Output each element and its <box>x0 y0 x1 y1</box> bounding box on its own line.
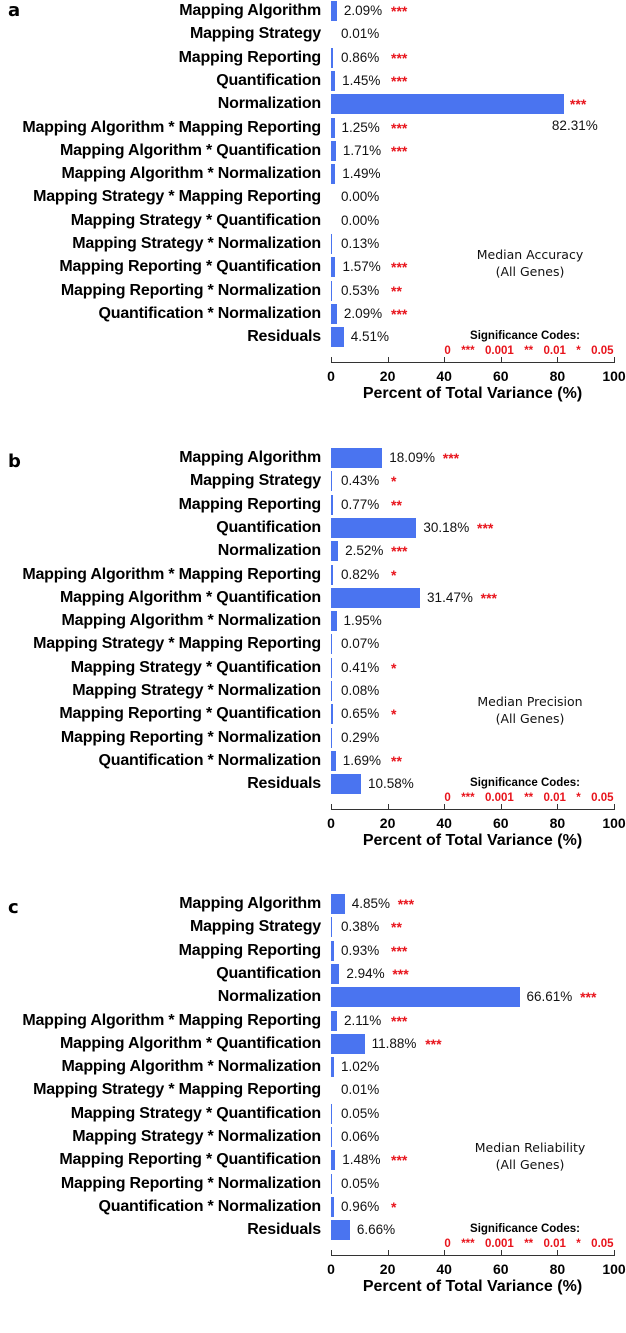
value-label: 0.43% <box>341 473 380 489</box>
bar-row <box>0 610 626 632</box>
value-label: 1.25% <box>341 119 380 135</box>
category-label: Mapping Algorithm <box>179 895 321 912</box>
significance-stars: *** <box>391 49 408 66</box>
category-label: Mapping Strategy * Mapping Reporting <box>33 1081 321 1099</box>
bar-row <box>0 1033 626 1055</box>
bar <box>331 94 564 114</box>
category-label: Mapping Strategy * Normalization <box>72 1128 321 1145</box>
category-label: Quantification * Normalization <box>98 1197 321 1215</box>
bar-row <box>0 657 626 679</box>
x-axis-tick-label: 40 <box>436 815 452 831</box>
significance-stars: ** <box>391 496 402 513</box>
bar-row <box>0 564 626 586</box>
value-label: 0.86% <box>341 49 380 65</box>
bar <box>331 304 337 324</box>
bar <box>331 257 335 277</box>
x-axis-tick-label: 80 <box>549 368 566 384</box>
bar-row <box>0 23 626 45</box>
significance-stars: * <box>391 473 397 490</box>
bar <box>331 1150 335 1170</box>
bar-row <box>0 470 626 492</box>
x-axis-title: Percent of Total Variance (%) <box>362 832 583 849</box>
x-axis-tick <box>501 357 502 363</box>
x-axis-tick <box>444 357 445 363</box>
significance-stars: *** <box>391 1152 408 1169</box>
bar <box>331 565 333 585</box>
chart-title <box>450 1139 610 1173</box>
x-axis-tick <box>557 357 558 363</box>
significance-stars: *** <box>391 72 408 89</box>
bar <box>331 1057 334 1077</box>
bar-row <box>0 517 626 539</box>
chart-title-line1: Median Accuracy <box>476 247 584 262</box>
x-axis-tick-label: 100 <box>602 815 626 831</box>
bar-row <box>0 447 626 469</box>
x-axis-tick-label: 100 <box>602 368 626 384</box>
bar-row <box>0 916 626 938</box>
category-label: Normalization <box>217 542 321 560</box>
bar-row <box>0 70 626 92</box>
category-label: Mapping Reporting <box>178 495 321 513</box>
significance-stars: * <box>391 659 397 676</box>
bar-row <box>0 117 626 139</box>
x-axis-title: Percent of Total Variance (%) <box>362 385 583 402</box>
bar <box>331 964 339 984</box>
value-label: 0.00% <box>341 189 380 205</box>
category-label: Mapping Strategy <box>189 918 321 936</box>
x-axis-tick <box>331 1250 332 1256</box>
bar <box>331 495 333 515</box>
significance-legend-title: Significance Codes: <box>470 330 580 342</box>
value-label: 0.05% <box>341 1175 380 1191</box>
bar <box>331 611 337 631</box>
category-label: Mapping Strategy * Mapping Reporting <box>33 635 321 653</box>
category-label: Mapping Algorithm * Normalization <box>61 1058 321 1076</box>
value-label: 4.85% <box>351 896 390 911</box>
significance-stars: *** <box>391 942 408 959</box>
x-axis-tick-label: 20 <box>379 815 396 831</box>
significance-stars: *** <box>391 3 408 19</box>
significance-stars: *** <box>580 989 597 1006</box>
significance-stars: *** <box>391 142 408 159</box>
significance-stars: *** <box>442 450 460 466</box>
significance-stars: *** <box>391 305 408 322</box>
bar-row <box>0 587 626 609</box>
value-label: 1.71% <box>342 142 382 158</box>
x-axis-line <box>331 1255 614 1256</box>
significance-stars: ** <box>391 282 402 299</box>
significance-stars: ** <box>391 919 402 936</box>
value-label: 1.45% <box>342 72 381 88</box>
value-label: 2.11% <box>343 1012 382 1028</box>
bar <box>331 634 332 654</box>
significance-stars: ** <box>391 752 402 769</box>
bar <box>331 728 332 748</box>
category-label: Mapping Reporting * Quantification <box>59 705 321 723</box>
value-label: 82.31% <box>551 118 598 134</box>
value-label: 30.18% <box>423 519 470 535</box>
significance-stars: *** <box>397 896 415 912</box>
bar-row <box>0 940 626 962</box>
x-axis-tick-label: 0 <box>327 815 335 831</box>
significance-stars: *** <box>425 1035 442 1052</box>
bar-row <box>0 727 626 749</box>
bar-row <box>0 750 626 772</box>
significance-stars: *** <box>391 1012 408 1029</box>
x-axis-tick-label: 40 <box>436 368 452 384</box>
bar <box>331 1104 332 1124</box>
value-label: 0.82% <box>341 566 380 582</box>
significance-stars: *** <box>480 589 498 606</box>
x-axis-tick <box>444 804 445 810</box>
value-label: 1.69% <box>342 752 382 768</box>
category-label: Mapping Algorithm * Mapping Reporting <box>22 1011 321 1029</box>
category-label: Mapping Reporting <box>178 48 321 66</box>
bar-row <box>0 1196 626 1218</box>
bar <box>331 327 344 347</box>
x-axis-tick-label: 20 <box>379 1261 396 1277</box>
value-label: 1.49% <box>342 166 381 182</box>
value-label: 0.29% <box>341 729 380 745</box>
value-label: 0.01% <box>341 1082 380 1098</box>
bar <box>331 1 337 21</box>
significance-legend-title: Significance Codes: <box>470 1223 580 1235</box>
bar <box>331 941 334 961</box>
value-label: 1.02% <box>341 1059 380 1075</box>
category-label: Mapping Reporting * Normalization <box>60 281 321 299</box>
x-axis-tick-label: 80 <box>549 1261 566 1277</box>
bar <box>331 1011 337 1031</box>
category-label: Mapping Strategy * Quantification <box>70 211 321 229</box>
category-label: Mapping Algorithm * Quantification <box>59 588 321 606</box>
value-label: 66.61% <box>526 989 573 1005</box>
chart-title <box>450 693 610 727</box>
value-label: 18.09% <box>389 450 435 465</box>
significance-stars: * <box>391 566 397 583</box>
category-label: Mapping Reporting * Normalization <box>60 728 321 746</box>
chart-title-line2: (All Genes) <box>495 711 565 726</box>
category-label: Mapping Algorithm <box>179 2 321 19</box>
bar <box>331 234 332 254</box>
significance-legend-title: Significance Codes: <box>470 777 580 789</box>
x-axis-tick-label: 60 <box>493 368 509 384</box>
category-label: Mapping Reporting * Normalization <box>60 1174 321 1192</box>
bar <box>331 141 336 161</box>
bar-row <box>0 280 626 302</box>
bar <box>331 118 335 138</box>
x-axis-line <box>331 362 614 363</box>
significance-stars: * <box>391 706 397 723</box>
bar-row <box>0 986 626 1008</box>
value-label: 0.96% <box>341 1198 380 1214</box>
chart-title-line2: (All Genes) <box>495 264 565 279</box>
panel-letter: c <box>8 897 19 918</box>
category-label: Mapping Reporting * Quantification <box>59 1151 321 1169</box>
category-label: Mapping Algorithm * Mapping Reporting <box>22 118 321 136</box>
bar <box>331 658 332 678</box>
significance-stars: *** <box>569 96 587 113</box>
category-label: Quantification <box>216 518 321 536</box>
x-axis-tick <box>614 804 615 810</box>
bar <box>331 1174 332 1194</box>
significance-stars: * <box>391 1198 397 1215</box>
x-axis-tick-label: 0 <box>327 368 335 384</box>
chart-title-line1: Median Reliability <box>474 1140 586 1155</box>
bar-row <box>0 303 626 325</box>
bar <box>331 917 332 937</box>
x-axis-tick <box>501 1250 502 1256</box>
bar <box>331 281 332 301</box>
value-label: 1.95% <box>343 613 382 629</box>
x-axis-tick-label: 20 <box>379 368 396 384</box>
value-label: 2.09% <box>343 305 383 321</box>
value-label: 4.51% <box>350 329 390 345</box>
bar <box>331 751 336 771</box>
category-label: Mapping Reporting * Quantification <box>59 258 321 276</box>
category-label: Mapping Strategy * Normalization <box>72 235 321 252</box>
bar-row <box>0 1103 626 1125</box>
value-label: 2.09% <box>343 3 383 18</box>
significance-legend-codes: 0 *** 0.001 ** 0.01 * 0.05 <box>444 1238 614 1250</box>
value-label: 0.00% <box>341 212 380 228</box>
significance-legend-codes: 0 *** 0.001 ** 0.01 * 0.05 <box>444 345 614 357</box>
x-axis-tick-label: 60 <box>493 1261 509 1277</box>
bar-row <box>0 163 626 185</box>
category-label: Quantification <box>216 964 321 982</box>
bar <box>331 1197 334 1217</box>
bar <box>331 1220 350 1240</box>
bar-row <box>0 1056 626 1078</box>
value-label: 0.07% <box>341 636 380 652</box>
chart-panel-c <box>0 893 626 1333</box>
x-axis-tick-label: 60 <box>493 815 509 831</box>
bar <box>331 894 345 914</box>
bar-row <box>0 47 626 69</box>
category-label: Mapping Strategy * Mapping Reporting <box>33 188 321 206</box>
x-axis-tick <box>388 357 389 363</box>
x-axis-tick <box>557 804 558 810</box>
bar-row <box>0 186 626 208</box>
bar-row <box>0 1173 626 1195</box>
category-label: Residuals <box>247 1221 321 1239</box>
value-label: 10.58% <box>367 776 414 792</box>
significance-stars: *** <box>392 965 409 982</box>
x-axis-tick <box>331 804 332 810</box>
bar-row <box>0 494 626 516</box>
category-label: Normalization <box>217 95 321 113</box>
x-axis-tick-label: 100 <box>602 1261 626 1277</box>
bar-row <box>0 210 626 232</box>
category-label: Mapping Strategy * Quantification <box>70 1104 321 1122</box>
significance-stars: *** <box>391 543 408 560</box>
category-label: Mapping Strategy <box>189 25 321 43</box>
category-label: Residuals <box>247 775 321 793</box>
x-axis-tick-label: 80 <box>549 815 566 831</box>
value-label: 31.47% <box>427 589 473 605</box>
value-label: 0.41% <box>341 659 380 675</box>
bar <box>331 681 332 701</box>
bar-row <box>0 633 626 655</box>
x-axis-line <box>331 809 614 810</box>
chart-title <box>450 246 610 280</box>
value-label: 0.01% <box>341 26 380 42</box>
bar-row <box>0 963 626 985</box>
bar-row <box>0 0 626 22</box>
category-label: Mapping Strategy <box>189 472 321 490</box>
category-label: Quantification * Normalization <box>98 304 321 322</box>
bar <box>331 987 520 1007</box>
x-axis-tick <box>614 357 615 363</box>
bar <box>331 774 361 794</box>
x-axis-tick <box>557 1250 558 1256</box>
bar <box>331 704 333 724</box>
category-label: Mapping Algorithm <box>179 449 321 466</box>
category-label: Mapping Algorithm * Quantification <box>59 1034 321 1052</box>
value-label: 0.38% <box>341 919 380 935</box>
category-label: Mapping Algorithm * Normalization <box>61 612 321 630</box>
bar <box>331 48 333 68</box>
x-axis-tick <box>501 804 502 810</box>
bar <box>331 471 332 491</box>
panel-letter: b <box>8 451 21 472</box>
value-label: 0.06% <box>341 1129 380 1144</box>
value-label: 1.48% <box>342 1152 381 1168</box>
category-label: Quantification <box>216 71 321 89</box>
bar-row <box>0 140 626 162</box>
value-label: 0.77% <box>341 496 380 512</box>
value-label: 0.65% <box>341 706 380 722</box>
x-axis-tick <box>388 1250 389 1256</box>
category-label: Mapping Algorithm * Mapping Reporting <box>22 565 321 583</box>
significance-stars: *** <box>391 119 408 136</box>
value-label: 2.52% <box>345 543 384 559</box>
chart-panel-b <box>0 447 626 887</box>
x-axis-tick <box>331 357 332 363</box>
panel-letter: a <box>8 0 21 21</box>
chart-title-line1: Median Precision <box>477 694 583 709</box>
x-axis-tick <box>614 1250 615 1256</box>
x-axis-tick-label: 0 <box>327 1261 335 1277</box>
bar <box>331 164 335 184</box>
x-axis-title: Percent of Total Variance (%) <box>362 1278 583 1295</box>
chart-title-line2: (All Genes) <box>495 1157 565 1172</box>
bar <box>331 1127 332 1147</box>
bar-row <box>0 1010 626 1032</box>
category-label: Mapping Strategy * Normalization <box>72 682 321 699</box>
bar <box>331 588 420 608</box>
bar-row <box>0 1079 626 1101</box>
value-label: 0.05% <box>341 1105 380 1121</box>
category-label: Mapping Algorithm * Quantification <box>59 141 321 159</box>
bar <box>331 541 338 561</box>
value-label: 0.53% <box>341 282 380 298</box>
value-label: 2.94% <box>346 965 385 981</box>
x-axis-tick <box>444 1250 445 1256</box>
category-label: Quantification * Normalization <box>98 751 321 769</box>
category-label: Mapping Reporting <box>178 941 321 959</box>
bar-row <box>0 893 626 915</box>
bar <box>331 1034 365 1054</box>
bar <box>331 448 382 468</box>
chart-panel-a <box>0 0 626 440</box>
x-axis-tick-label: 40 <box>436 1261 452 1277</box>
category-label: Normalization <box>217 988 321 1006</box>
value-label: 0.13% <box>341 236 380 251</box>
significance-stars: *** <box>391 259 408 276</box>
value-label: 0.93% <box>341 942 380 958</box>
category-label: Residuals <box>247 328 321 346</box>
bar <box>331 71 335 91</box>
value-label: 11.88% <box>371 1035 417 1051</box>
category-label: Mapping Strategy * Quantification <box>70 658 321 676</box>
value-label: 6.66% <box>356 1222 396 1238</box>
value-label: 0.08% <box>341 683 380 698</box>
bar <box>331 518 416 538</box>
value-label: 1.57% <box>342 259 381 275</box>
bar-row <box>0 540 626 562</box>
significance-legend-codes: 0 *** 0.001 ** 0.01 * 0.05 <box>444 792 614 804</box>
significance-stars: *** <box>477 519 494 536</box>
category-label: Mapping Algorithm * Normalization <box>61 165 321 183</box>
x-axis-tick <box>388 804 389 810</box>
